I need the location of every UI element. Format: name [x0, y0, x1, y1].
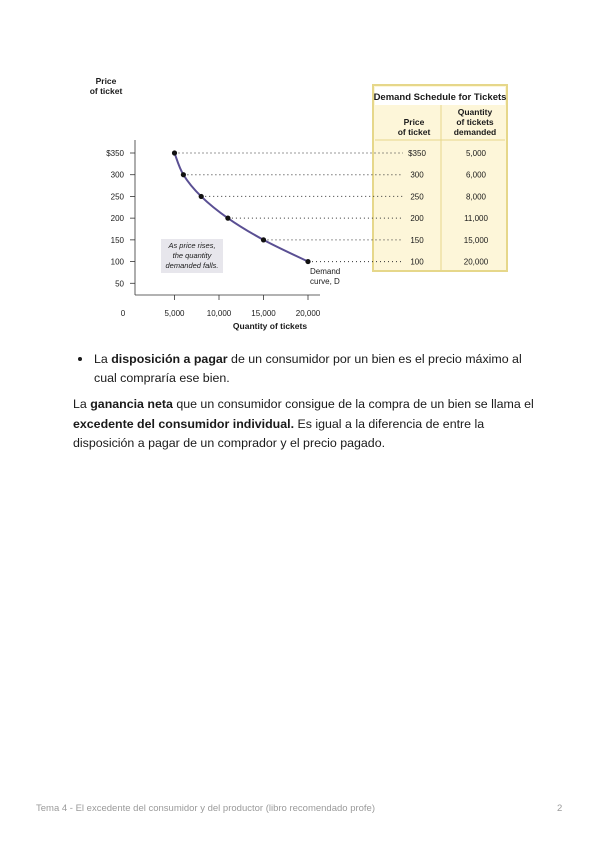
para-text-1: La [73, 397, 91, 411]
para-text-3: Es igual a la diferencia de entre la disposición a pagar de un comprador y el precio pagado. [73, 416, 485, 450]
table-price-cell: $350 [408, 149, 426, 158]
y-tick-label: 250 [110, 192, 124, 202]
table-col1-header-line2: of ticket [397, 127, 431, 137]
x-tick-label: 10,000 [206, 309, 232, 318]
para-bold-2: excedente del consumidor individual. [73, 416, 295, 431]
demand-point [305, 259, 310, 264]
table-price-cell: 150 [410, 235, 424, 245]
table-price-cell: 200 [410, 214, 424, 224]
table-price-cell: 100 [410, 257, 424, 267]
footer-title: Tema 4 - El excedente del consumidor y del productor (libro recomendado profe) [36, 803, 376, 814]
y-tick-label: 150 [110, 235, 124, 245]
table-quantity-cell: 6,000 [465, 170, 487, 180]
table-col2-header-line3: demanded [453, 127, 497, 137]
y-tick-label: 100 [110, 257, 124, 267]
bullet-text-post: de un consumidor por un bien es el precio máximo al cual compraría ese bien. [94, 352, 522, 385]
annotation-line2: the quantity [172, 251, 212, 260]
x-tick-label: 5,000 [164, 309, 185, 318]
demand-point [199, 194, 204, 199]
table-col1-header-line1: Price [403, 117, 425, 127]
bullet-text [94, 350, 538, 388]
x-tick-label: 20,000 [295, 309, 321, 318]
table-price-cell: 300 [410, 170, 424, 180]
y-tick-label: $350 [106, 149, 124, 158]
y-axis-label-line2: of ticket [89, 86, 123, 96]
table-quantity-cell: 11,000 [464, 214, 488, 224]
para-bold-1: ganancia neta [90, 397, 173, 411]
definition-paragraph [73, 395, 543, 454]
annotation-line1: As price rises, [168, 241, 216, 250]
demand-figure [0, 0, 599, 340]
table-quantity-cell: 8,000 [465, 192, 487, 202]
demand-point [181, 172, 186, 177]
table-quantity-cell: 15,000 [463, 235, 489, 245]
y-axis-label-line1: Price [95, 76, 117, 86]
y-tick-label: 200 [110, 214, 124, 224]
x-axis-label: Quantity of tickets [232, 321, 308, 331]
y-tick-label: 50 [115, 279, 124, 289]
curve-label-line1: Demand [310, 267, 341, 276]
bullet-item [78, 350, 538, 388]
bullet-text-bold: disposición a pagar [111, 352, 228, 366]
demand-point [261, 237, 266, 242]
page-number: 2 [557, 803, 563, 814]
para-text-2: que un consumidor consigue de la compra de un bien se llama el [172, 397, 534, 411]
x-tick-label: 15,000 [251, 309, 276, 318]
x-tick-label: 0 [120, 309, 126, 318]
table-col2-header-line2: of tickets [456, 117, 494, 127]
demand-point [172, 150, 177, 155]
bullet-dot [78, 357, 82, 361]
table-price-cell: 250 [410, 192, 424, 202]
demand-schedule-title: Demand Schedule for Tickets [373, 92, 507, 103]
table-quantity-cell: 20,000 [463, 257, 489, 267]
table-col2-header-line1: Quantity [457, 107, 493, 117]
demand-point [225, 216, 230, 221]
table-quantity-cell: 5,000 [465, 149, 487, 158]
annotation-line3: demanded falls. [165, 261, 219, 270]
curve-label-line2: curve, D [310, 277, 340, 286]
y-tick-label: 300 [110, 170, 124, 180]
bullet-text-pre: La [94, 352, 112, 366]
